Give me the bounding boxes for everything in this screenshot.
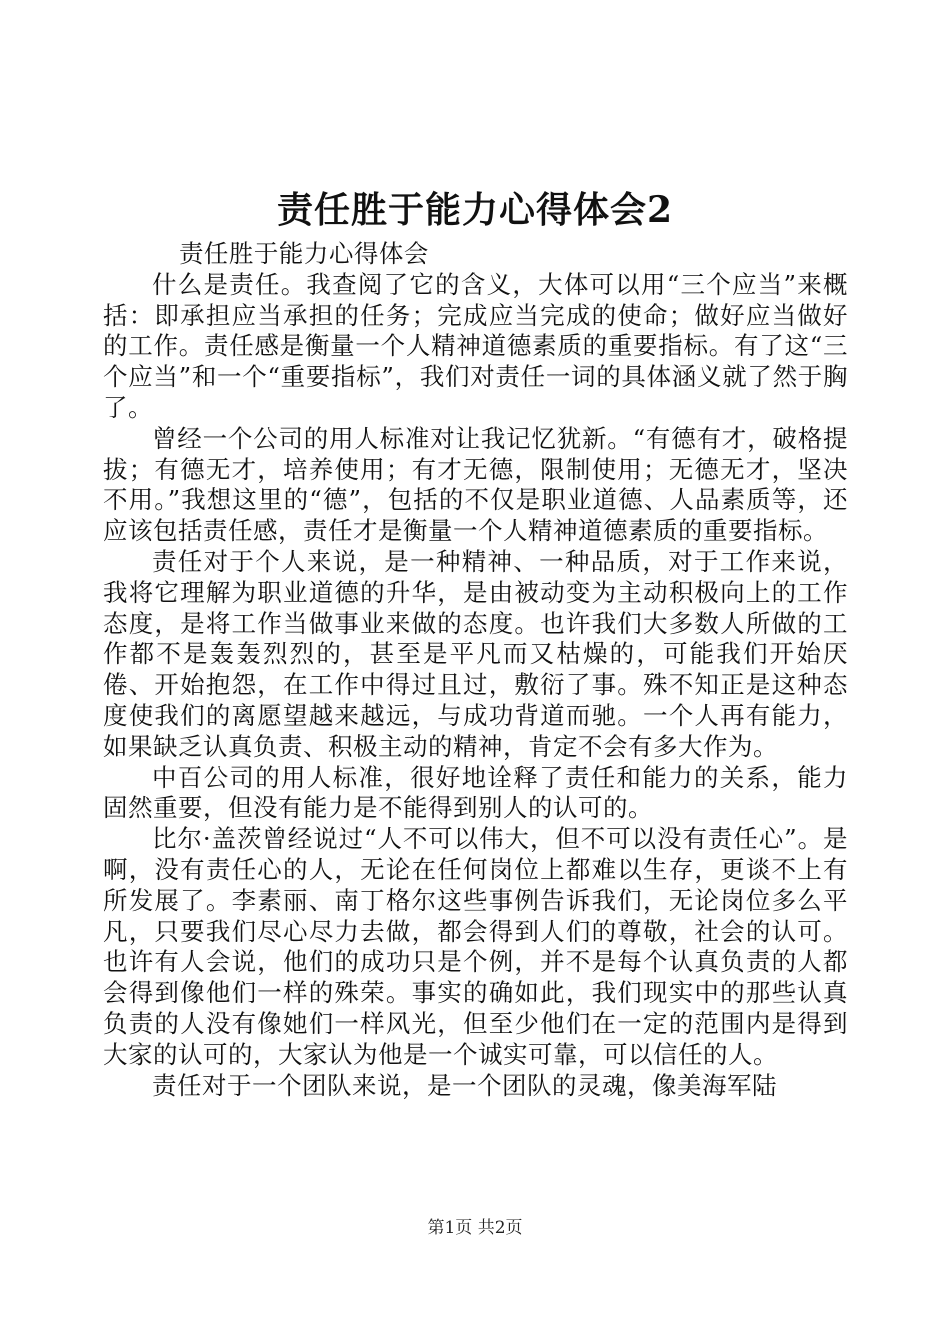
paragraph: 中百公司的用人标准，很好地诠释了责任和能力的关系，能力固然重要，但没有能力是不能得到别人的认可的。: [103, 762, 848, 823]
paragraph: 什么是责任。我查阅了它的含义，大体可以用“三个应当”来概括：即承担应当承担的任务；完成应当完成的使命；做好应当做好的工作。责任感是衡量一个人精神道德素质的重要指标。有了这“三个应当”和一个“重要指标”，我们对责任一词的具体涵义就了然于胸了。: [103, 269, 848, 422]
paragraph: 责任对于一个团队来说，是一个团队的灵魂，像美海军陆: [152, 1070, 777, 1100]
document-body: [103, 239, 848, 1101]
document-subtitle: 责任胜于能力心得体会: [178, 239, 429, 268]
page-footer: 第1页 共2页: [427, 1218, 523, 1238]
paragraph: 曾经一个公司的用人标准对让我记忆犹新。“有德有才，破格提拔；有德无才，培养使用；有才无德，限制使用；无德无才，坚决不用。”我想这里的“德”，包括的不仅是职业道德、人品素质等，还应该包括责任感，责任才是衡量一个人精神道德素质的重要指标。: [103, 423, 848, 546]
document-title: 责任胜于能力心得体会2: [276, 189, 674, 231]
paragraph: 比尔·盖茨曾经说过“人不可以伟大，但不可以没有责任心”。是啊，没有责任心的人，无论在任何岗位上都难以生存，更谈不上有所发展了。李素丽、南丁格尔这些事例告诉我们，无论岗位多么平凡，只要我们尽心尽力去做，都会得到人们的尊敬，社会的认可。也许有人会说，他们的成功只是个例，并不是每个认真负责的人都会得到像他们一样的殊荣。事实的确如此，我们现实中的那些认真负责的人没有像她们一样风光，但至少他们在一定的范围内是得到大家的认可的，大家认为他是一个诚实可靠，可以信任的人。: [103, 824, 848, 1069]
paragraph: 责任对于个人来说，是一种精神、一种品质，对于工作来说，我将它理解为职业道德的升华，是由被动变为主动积极向上的工作态度，是将工作当做事业来做的态度。也许我们大多数人所做的工作都不是轰轰烈烈的，甚至是平凡而又枯燥的，可能我们开始厌倦、开始抱怨，在工作中得过且过，敷衍了事。殊不知正是这种态度使我们的离愿望越来越远，与成功背道而驰。一个人再有能力，如果缺乏认真负责、积极主动的精神，肯定不会有多大作为。: [103, 546, 848, 761]
